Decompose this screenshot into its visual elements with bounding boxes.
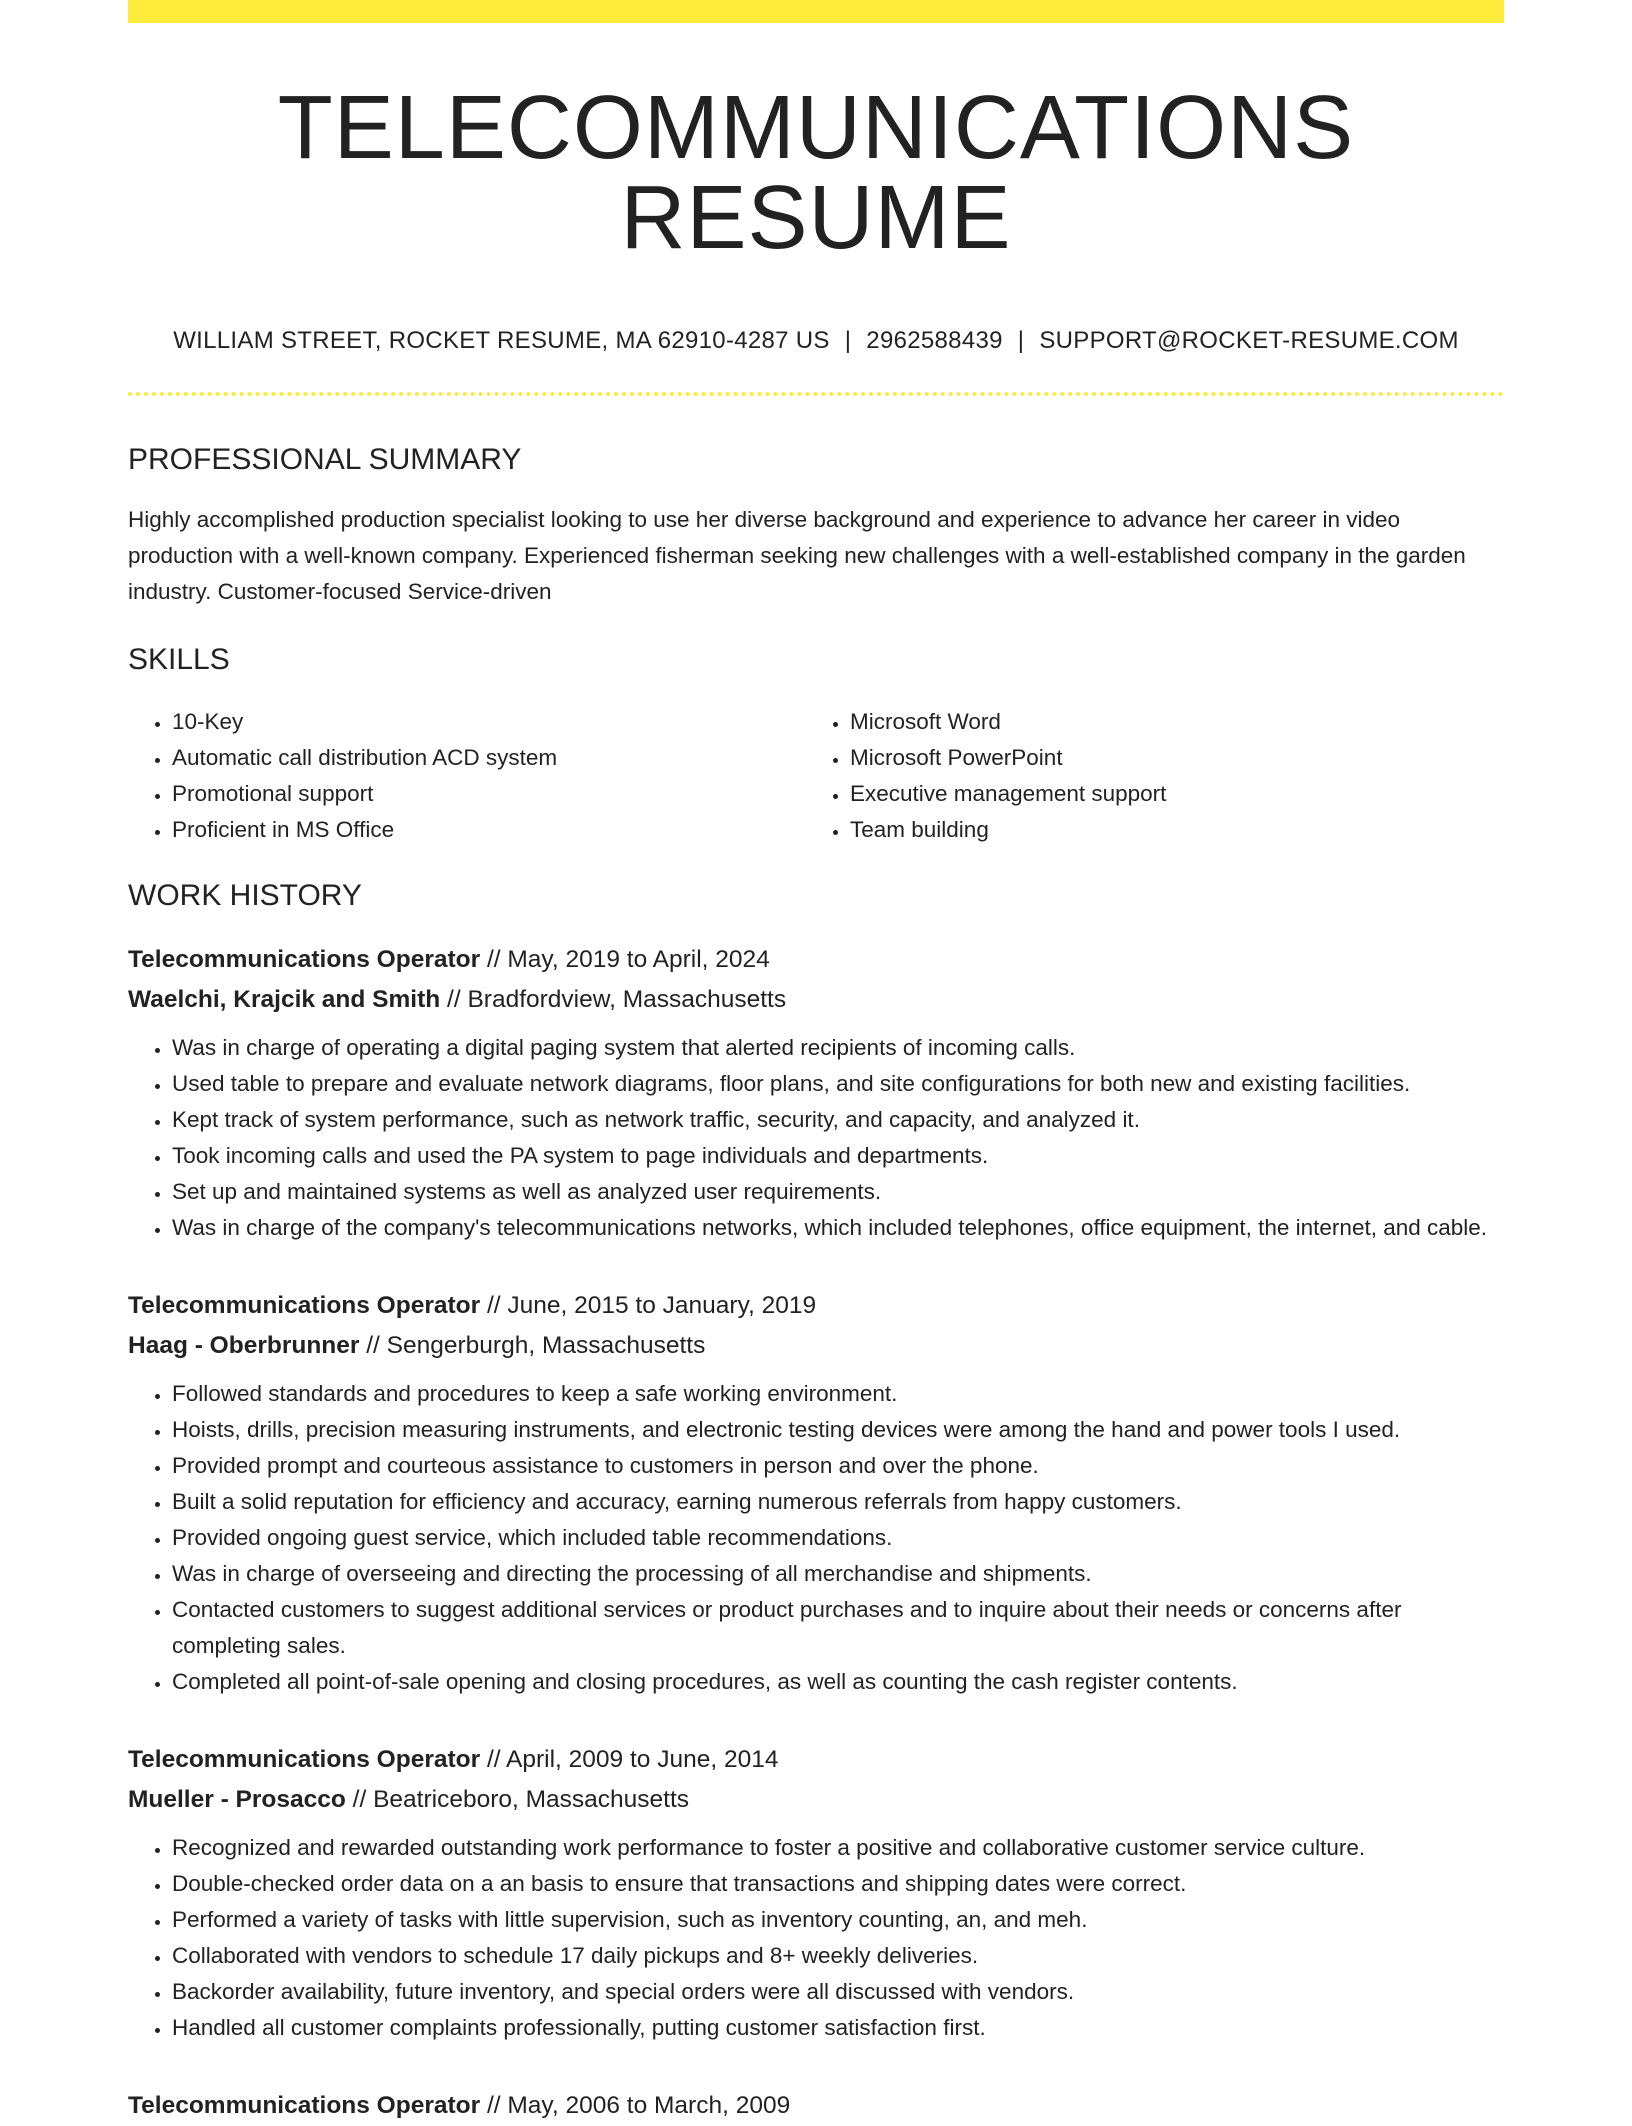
job-bullet: • Collaborated with vendors to schedule 17 daily pickups and 8+ weekly deliveries. — [172, 1938, 1504, 1974]
contact-email: SUPPORT@ROCKET-RESUME.COM — [1039, 327, 1459, 354]
contact-phone: 2962588439 — [866, 327, 1003, 354]
job-bullet: • Followed standards and procedures to keep a safe working environment. — [172, 1376, 1504, 1412]
skills-column-right — [806, 704, 1484, 848]
contact-separator: | — [844, 327, 852, 354]
job-bullet: • Was in charge of the company's telecommunications networks, which included telephones, office equipment, the internet, and cable. — [172, 1210, 1504, 1246]
job-dates: // May, 2006 to March, 2009 — [480, 2091, 791, 2119]
job-entry — [128, 2086, 1504, 2126]
contact-separator: | — [1017, 327, 1025, 354]
skill-item: • Microsoft Word — [850, 704, 1484, 740]
job-bullet: • Kept track of system performance, such as network traffic, security, and capacity, and analyzed it. — [172, 1102, 1504, 1138]
job-company-line — [128, 1780, 1504, 1820]
job-position-line — [128, 940, 1504, 980]
skill-item: • Executive management support — [850, 776, 1484, 812]
skill-item: • Automatic call distribution ACD system — [172, 740, 806, 776]
skill-item: • Promotional support — [172, 776, 806, 812]
job-bullet: • Hoists, drills, precision measuring instruments, and electronic testing devices were among the hand and power tools I used. — [172, 1412, 1504, 1448]
job-entry — [128, 940, 1504, 1246]
job-bullet: • Provided prompt and courteous assistance to customers in person and over the phone. — [172, 1448, 1504, 1484]
job-entry — [128, 1286, 1504, 1700]
dotted-divider — [128, 392, 1504, 396]
job-bullet: • Was in charge of overseeing and directing the processing of all merchandise and shipments. — [172, 1556, 1504, 1592]
skill-item: • Team building — [850, 812, 1484, 848]
summary-text: Highly accomplished production specialist looking to use her diverse background and experience to advance her career in video production with a well-known company. Experienced fisherman seeking new challenges with a well-established company in the garden industry. Customer-focused Service-driven — [128, 506, 1466, 604]
job-position: Telecommunications Operator — [128, 2091, 481, 2119]
job-position: Telecommunications Operator — [128, 945, 481, 973]
job-bullet: • Used table to prepare and evaluate network diagrams, floor plans, and site configurations for both new and existing facilities. — [172, 1066, 1504, 1102]
skill-item: • Microsoft PowerPoint — [850, 740, 1484, 776]
skills-column-left — [128, 704, 806, 848]
job-company: Mueller - Prosacco — [128, 1785, 346, 1813]
job-bullet: • Performed a variety of tasks with little supervision, such as inventory counting, an, and meh. — [172, 1902, 1504, 1938]
resume-page — [128, 0, 1504, 2126]
job-bullet: • Double-checked order data on a an basis to ensure that transactions and shipping dates were correct. — [172, 1866, 1504, 1902]
job-bullet: • Built a solid reputation for efficiency and accuracy, earning numerous referrals from happy customers. — [172, 1484, 1504, 1520]
job-bullets — [128, 1376, 1504, 1700]
skill-item: • Proficient in MS Office — [172, 812, 806, 848]
job-bullet: • Completed all point-of-sale opening and closing procedures, as well as counting the cash register contents. — [172, 1664, 1504, 1700]
work-history-heading: WORK HISTORY — [128, 878, 362, 912]
resume-title: TELECOMMUNICATIONS RESUME — [277, 78, 1355, 268]
job-bullet: • Was in charge of operating a digital paging system that alerted recipients of incoming calls. — [172, 1030, 1504, 1066]
job-company-line — [128, 980, 1504, 1020]
skills-heading: SKILLS — [128, 642, 230, 676]
job-bullet: • Provided ongoing guest service, which included table recommendations. — [172, 1520, 1504, 1556]
skills-grid — [128, 704, 1504, 848]
top-accent-bar — [128, 0, 1504, 23]
job-location: // Beatriceboro, Massachusetts — [345, 1785, 690, 1813]
job-dates: // April, 2009 to June, 2014 — [480, 1745, 779, 1773]
job-position: Telecommunications Operator — [128, 1745, 481, 1773]
contact-address: WILLIAM STREET, ROCKET RESUME, MA 62910-4287 US — [173, 327, 830, 354]
job-entry — [128, 1740, 1504, 2046]
job-bullet: • Contacted customers to suggest additional services or product purchases and to inquire about their needs or concerns after completing sales. — [172, 1592, 1504, 1664]
job-bullet: • Took incoming calls and used the PA system to page individuals and departments. — [172, 1138, 1504, 1174]
skill-item: • 10-Key — [172, 704, 806, 740]
job-position: Telecommunications Operator — [128, 1291, 481, 1319]
job-location: // Sengerburgh, Massachusetts — [359, 1331, 706, 1359]
job-company: Waelchi, Krajcik and Smith — [128, 985, 441, 1013]
contact-line — [128, 327, 1504, 356]
job-position-line — [128, 1740, 1504, 1780]
job-dates: // May, 2019 to April, 2024 — [480, 945, 770, 973]
job-position-line — [128, 1286, 1504, 1326]
job-bullet: • Backorder availability, future inventory, and special orders were all discussed with vendors. — [172, 1974, 1504, 2010]
job-bullets — [128, 1830, 1504, 2046]
job-location: // Bradfordview, Massachusetts — [440, 985, 787, 1013]
job-dates: // June, 2015 to January, 2019 — [480, 1291, 817, 1319]
job-bullet: • Handled all customer complaints professionally, putting customer satisfaction first. — [172, 2010, 1504, 2046]
job-company-line — [128, 1326, 1504, 1366]
job-bullets — [128, 1030, 1504, 1246]
job-bullet: • Set up and maintained systems as well as analyzed user requirements. — [172, 1174, 1504, 1210]
job-company: Haag - Oberbrunner — [128, 1331, 360, 1359]
job-bullet: • Recognized and rewarded outstanding work performance to foster a positive and collaborative customer service culture. — [172, 1830, 1504, 1866]
job-position-line — [128, 2086, 1504, 2126]
summary-heading: PROFESSIONAL SUMMARY — [128, 442, 522, 476]
